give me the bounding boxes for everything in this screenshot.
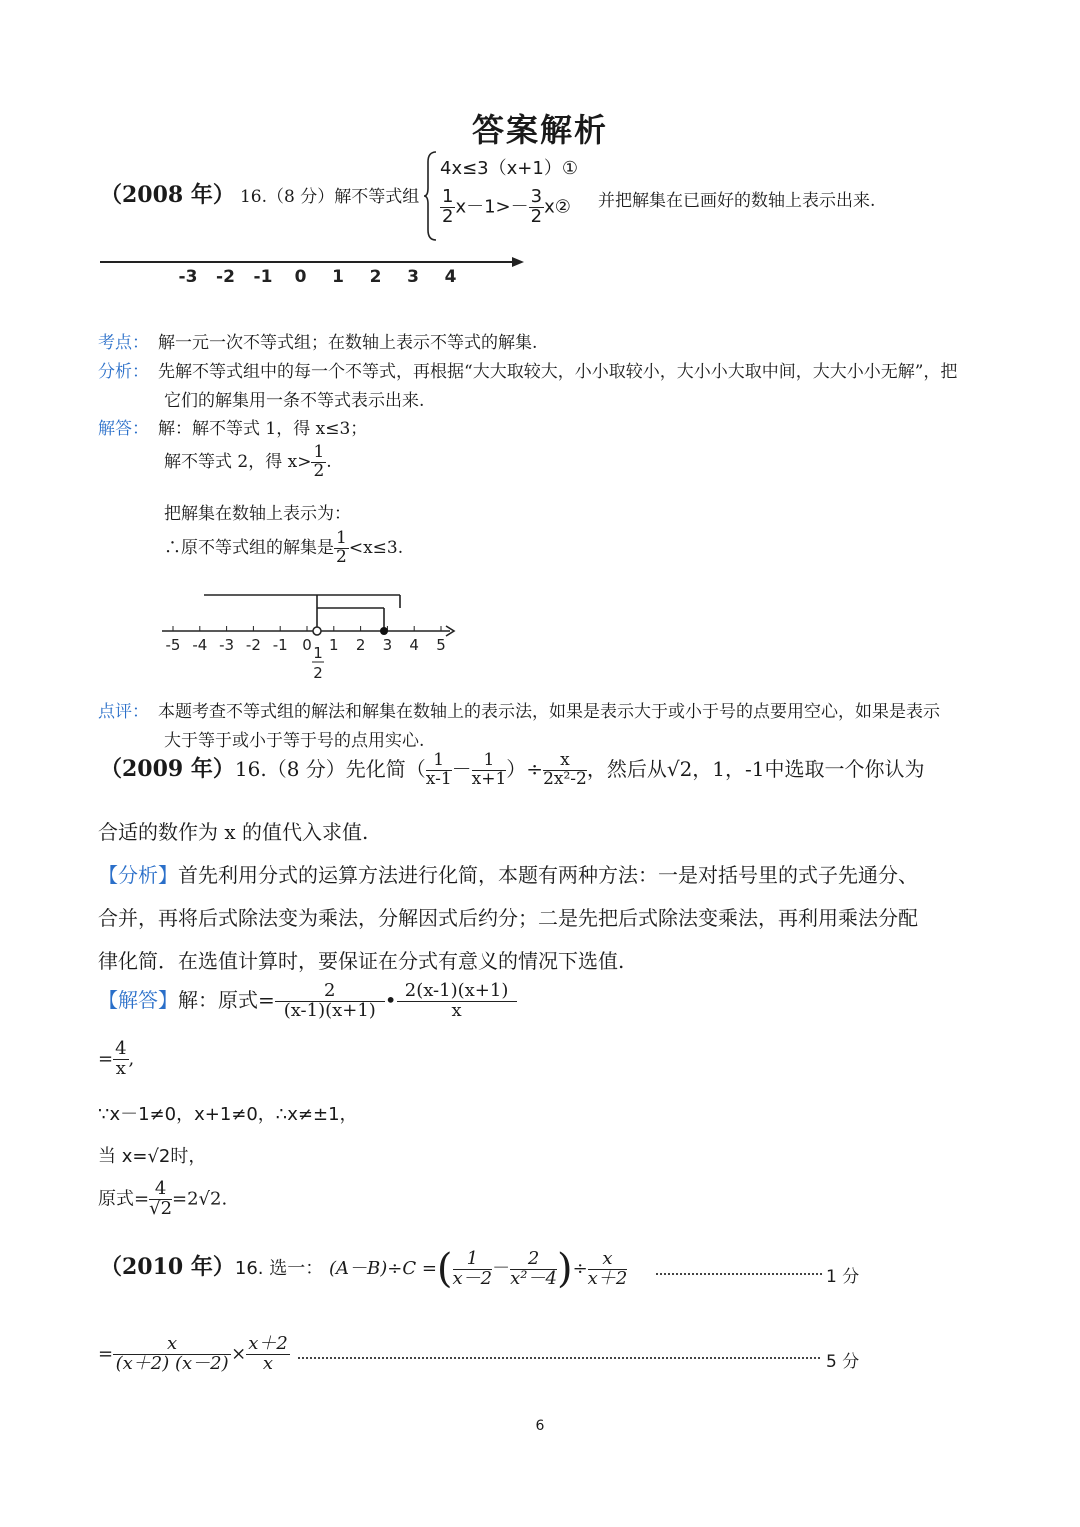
tick-label: -1: [272, 636, 288, 654]
q2010-score1: 1 分: [826, 1267, 860, 1287]
tick-label: 1: [329, 636, 339, 654]
fenxi-label: 分析：: [98, 362, 149, 382]
leader-dots-2: [298, 1357, 820, 1359]
q2010-year: （2010 年）: [100, 1254, 235, 1280]
tick-label: -5: [165, 636, 181, 654]
jieda-line1: 解：解不等式 1，得 x≤3；: [158, 419, 368, 439]
q2009-jieda-label: 【解答】: [98, 987, 178, 1012]
tick-label: 3: [407, 267, 419, 287]
q2009-line2: 合适的数作为 x 的值代入求值.: [98, 820, 369, 844]
tick-label: 1: [332, 267, 344, 287]
tick-label: 4: [409, 636, 419, 654]
q2009-fenxi-line3: 律化简．在选值计算时，要保证在分式有意义的情况下选值.: [98, 949, 625, 973]
dianping-label: 点评：: [98, 702, 149, 722]
q2008-kaodian: [98, 328, 537, 353]
half-den-label: 2: [313, 664, 323, 682]
q2010-header: （2010 年）16. 选一： (A－B)÷C =( $\frac{1}{x-2}$ － $\frac{2}{\text{x²－4}}$ )÷ $\frac{x}{x+2}$: [100, 1246, 628, 1292]
number-line-1: [98, 250, 528, 290]
brace-icon: [424, 150, 438, 242]
tick-label: -3: [178, 267, 198, 287]
three-half-fraction: $\frac{3}{2}$: [530, 186, 543, 227]
q2010-score2: 5 分: [826, 1352, 860, 1372]
q2008-tail: 并把解集在已画好的数轴上表示出来.: [598, 191, 876, 211]
tick-label: -3: [219, 636, 235, 654]
tick-label: -1: [253, 267, 273, 287]
q2009-tail: ，然后从√2，1，-1中选取一个你认为: [586, 757, 925, 781]
dianping-line2: 大于等于或小于等于号的点用实心.: [164, 731, 425, 751]
half-fraction: $\frac{1}{2}$: [442, 186, 454, 227]
tick-label: 0: [294, 267, 307, 287]
q2009-result: 原式= $\frac{4}{√2}$ =2√2.: [98, 1178, 228, 1219]
kaodian-text: 解一元一次不等式组；在数轴上表示不等式的解集.: [158, 333, 538, 353]
tick-label: 2: [369, 267, 382, 287]
q2009-header: （2009 年）16.（8 分）先化简（ $\frac{1}{x-1}$ － $\frac{1}{x+1}$ ）÷ $\frac{x}{\text{2x²-2}}$ ，然后从√2，1，-1中选取一个你认为: [100, 750, 925, 789]
jieda-label: 解答：: [98, 419, 149, 439]
q2009-step2: = $\frac{4}{x}$ ,: [98, 1038, 135, 1079]
q2009-fenxi-label: 【分析】: [98, 863, 178, 887]
kaodian-label: 考点：: [98, 333, 149, 353]
q2008-eq2: $\frac{1}{2}$ x－1>－ $\frac{3}{2}$ x②: [442, 186, 571, 227]
tick-label: 5: [436, 636, 446, 654]
q2009-jieda: 【解答】解：原式= $\frac{2}{(x-1)(x+1)}$ • $\frac{2(x-1)(x+1)}{x}$: [98, 982, 517, 1021]
open-point: [313, 627, 321, 635]
jieda-line4: ∴原不等式组的解集是 $\frac{1}{2}$ <x≤3.: [164, 528, 404, 567]
q2008-eq1: 4x≤3（x+1）①: [440, 158, 578, 179]
half-num-label: 1: [313, 644, 323, 662]
q2010-lead: 16. 选一：: [234, 1258, 324, 1279]
q2008-fenxi: [98, 357, 957, 382]
fenxi-line2: 它们的解集用一条不等式表示出来.: [164, 391, 425, 411]
tick-label: -2: [216, 267, 235, 287]
q2009-fenxi-line2: 合并，再将后式除法变为乘法，分解因式后约分；二是先把后式除法变乘法，再利用乘法分配: [98, 906, 918, 930]
tick-label: 4: [444, 267, 457, 287]
tick-label: 3: [382, 636, 393, 654]
jieda-line2: 解不等式 2，得 x> $\frac{1}{2}$ .: [164, 442, 332, 481]
tick-label: 2: [355, 636, 366, 654]
tick-label: 0: [302, 636, 312, 654]
page-number: 6: [535, 1418, 545, 1434]
number-line-2: [160, 588, 460, 682]
jieda-line3: 把解集在数轴上表示为：: [164, 504, 351, 524]
leader-dots-1: [656, 1273, 822, 1275]
tick-label: -2: [245, 636, 261, 654]
closed-point: [380, 627, 388, 635]
q2008-header: [100, 178, 419, 209]
q2008-lead: 16.（8 分）解不等式组: [239, 187, 420, 207]
q2009-lead: 16.（8 分）先化简（: [234, 757, 426, 781]
q2009-because: ∵x－1≠0，x+1≠0，∴x≠±1，: [98, 1104, 358, 1125]
fenxi-line1: 先解不等式组中的每一个不等式，再根据“大大取较大，小小取较小，大小小大取中间，大大小小无解”，把: [158, 362, 958, 382]
q2008-year: （2008 年）: [100, 182, 235, 208]
q2008-dianping: [98, 697, 940, 722]
tick-label: -4: [192, 636, 208, 654]
q2009-fenxi: 【分析】首先利用分式的运算方法进行化简，本题有两种方法：一是对括号里的式子先通分、: [98, 863, 918, 887]
page-title: 答案解析: [471, 111, 608, 149]
q2008-system: [424, 150, 438, 246]
q2009-when: 当 x=√2时，: [98, 1146, 207, 1167]
dianping-line1: 本题考查不等式组的解法和解集在数轴上的表示法，如果是表示大于或小于号的点要用空心，如果是表示: [158, 702, 940, 722]
q2010-expr: (A－B)÷C =: [328, 1258, 437, 1279]
q2008-jieda: [98, 414, 367, 439]
q2010-step2: = $\frac{x}{(x+2) (x-2)}$ × $\frac{x+2}{x}$: [98, 1333, 288, 1374]
q2009-year: （2009 年）: [100, 756, 235, 782]
